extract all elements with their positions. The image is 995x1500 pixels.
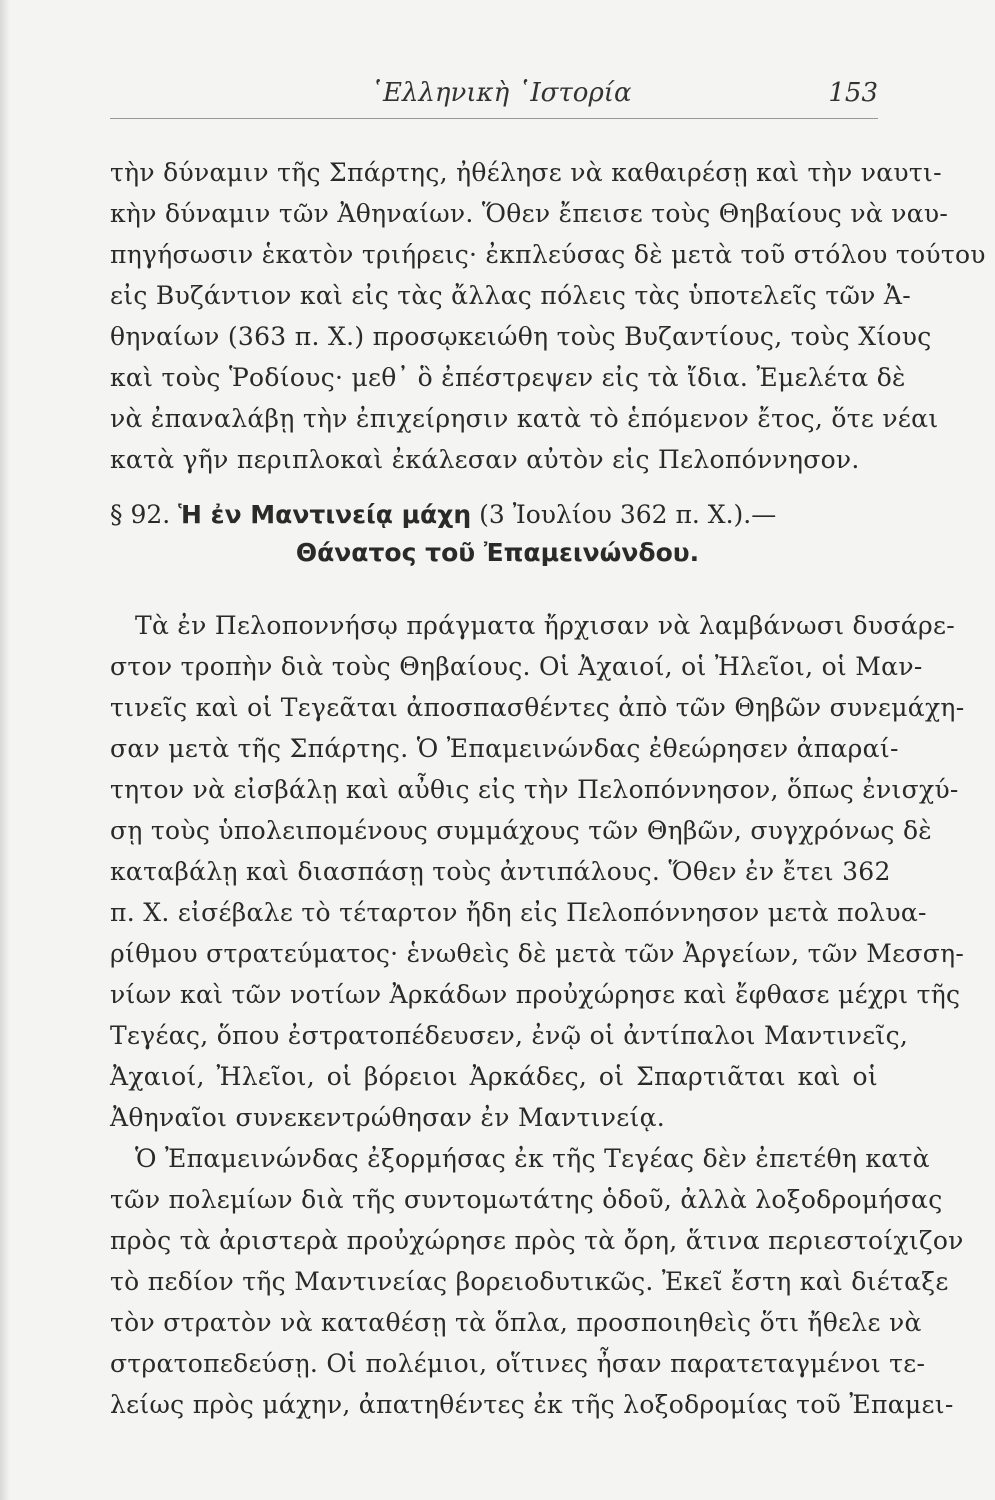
text-line: τὸν στρατὸν νὰ καταθέσῃ τὰ ὅπλα, προσποιηθεὶς ὅτι ἤθελε νὰ: [110, 1308, 922, 1337]
text-line: κατὰ γῆν περιπλοκαὶ ἐκάλεσαν αὐτὸν εἰς Πελοπόννησον.: [110, 445, 860, 474]
section-number: § 92.: [110, 500, 171, 529]
text-line: κὴν δύναμιν τῶν Ἀθηναίων. Ὅθεν ἔπεισε τοὺς Θηβαίους νὰ ναυ-: [110, 199, 949, 228]
text-line: πηγήσωσιν ἑκατὸν τριήρεις· ἐκπλεύσας δὲ μετὰ τοῦ στόλου τούτου: [110, 240, 986, 269]
page-number: 153: [828, 78, 878, 108]
text-line: τῶν πολεμίων διὰ τῆς συντομωτάτης ὁδοῦ, ἀλλὰ λοξοδρομήσας: [110, 1185, 943, 1214]
text-line: καταβάλῃ καὶ διασπάσῃ τοὺς ἀντιπάλους. Ὅθεν ἐν ἔτει 362: [110, 857, 891, 886]
text-line: Τὰ ἐν Πελοποννήσῳ πράγματα ἤρχισαν νὰ λαμβάνωσι δυσάρε-: [135, 611, 955, 640]
text-line: λείως πρὸς μάχην, ἀπατηθέντες ἐκ τῆς λοξοδρομίας τοῦ Ἐπαμει-: [110, 1390, 954, 1419]
running-head: [110, 78, 878, 118]
text-line: τητον νὰ εἰσβάλῃ καὶ αὖθις εἰς τὴν Πελοπόννησον, ὅπως ἐνισχύ-: [110, 775, 959, 804]
text-line: Τεγέας, ὅπου ἐστρατοπέδευσεν, ἐνῷ οἱ ἀντίπαλοι Μαντινεῖς,: [110, 1021, 909, 1050]
text-line: Ὁ Ἐπαμεινώνδας ἐξορμήσας ἐκ τῆς Τεγέας δὲν ἐπετέθη κατὰ: [135, 1144, 930, 1173]
section-heading: [110, 500, 878, 530]
text-line: Ἀχαιοί, Ἠλεῖοι, οἱ βόρειοι Ἀρκάδες, οἱ Σπαρτιᾶται καὶ οἱ: [110, 1062, 878, 1091]
section-title: Ἡ ἐν Μαντινείᾳ μάχη: [178, 500, 472, 529]
text-line: σαν μετὰ τῆς Σπάρτης. Ὁ Ἐπαμεινώνδας ἐθεώρησεν ἀπαραί-: [110, 734, 899, 763]
text-line: νὰ ἐπαναλάβῃ τὴν ἐπιχείρησιν κατὰ τὸ ἑπόμενον ἔτος, ὅτε νέαι: [110, 404, 939, 433]
text-line: π. Χ. εἰσέβαλε τὸ τέταρτον ἤδη εἰς Πελοπόννησον μετὰ πολυα-: [110, 898, 927, 927]
text-line: τινεῖς καὶ οἱ Τεγεᾶται ἀποσπασθέντες ἀπὸ τῶν Θηβῶν συνεμάχη-: [110, 693, 965, 722]
text-line: σῃ τοὺς ὑπολειπομένους συμμάχους τῶν Θηβῶν, συγχρόνως δὲ: [110, 816, 933, 845]
text-line: Ἀθηναῖοι συνεκεντρώθησαν ἐν Μαντινείᾳ.: [110, 1103, 666, 1132]
text-line: στρατοπεδεύσῃ. Οἱ πολέμιοι, οἵτινες ἦσαν παρατεταγμένοι τε-: [110, 1349, 926, 1378]
text-line: τὸ πεδίον τῆς Μαντινείας βορειοδυτικῶς. Ἐκεῖ ἔστη καὶ διέταξε: [110, 1267, 949, 1296]
text-line: θηναίων (363 π. Χ.) προσῳκειώθη τοὺς Βυζαντίους, τοὺς Χίους: [110, 322, 932, 351]
section-subtitle: Θάνατος τοῦ Ἐπαμεινώνδου.: [295, 538, 700, 567]
text-line: νίων καὶ τῶν νοτίων Ἀρκάδων προὐχώρησε καὶ ἔφθασε μέχρι τῆς: [110, 980, 961, 1009]
section-date: (3 Ἰουλίου 362 π. Χ.).—: [479, 500, 777, 529]
text-line: τὴν δύναμιν τῆς Σπάρτης, ἠθέλησε νὰ καθαιρέσῃ καὶ τὴν ναυτι-: [110, 158, 942, 187]
header-rule: [110, 118, 878, 119]
text-line: καὶ τοὺς Ῥοδίους· μεθ᾿ ὃ ἐπέστρεψεν εἰς τὰ ἴδια. Ἐμελέτα δὲ: [110, 363, 906, 392]
text-line: ρίθμου στρατεύματος· ἑνωθεὶς δὲ μετὰ τῶν Ἀργείων, τῶν Μεσση-: [110, 939, 965, 968]
running-title: ῾Ελληνικὴ ῾Ιστορία: [370, 78, 632, 108]
text-line: στον τροπὴν διὰ τοὺς Θηβαίους. Οἱ Ἀχαιοί, οἱ Ἠλεῖοι, οἱ Μαν-: [110, 652, 923, 681]
page-edge: [0, 0, 10, 1500]
text-line: πρὸς τὰ ἀριστερὰ προὐχώρησε πρὸς τὰ ὄρη, ἅτινα περιεστοίχιζον: [110, 1226, 964, 1255]
text-line: εἰς Βυζάντιον καὶ εἰς τὰς ἄλλας πόλεις τὰς ὑποτελεῖς τῶν Ἀ-: [110, 281, 912, 310]
